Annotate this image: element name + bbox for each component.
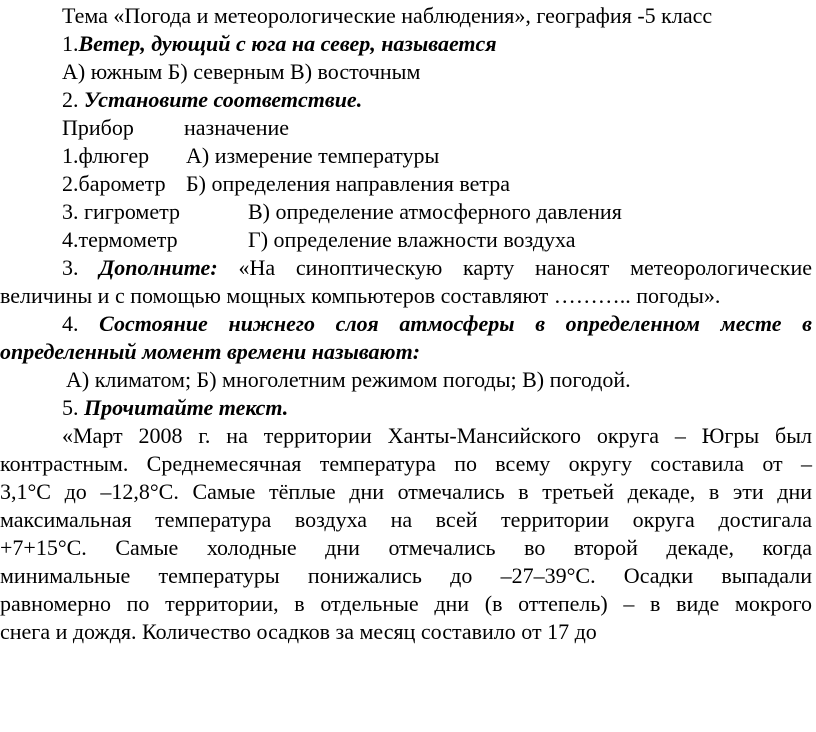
question-1-text: Ветер, дующий с юга на север, называется <box>78 31 497 56</box>
question-1-number: 1. <box>62 31 79 56</box>
match-row-left: 4.термометр <box>62 227 178 252</box>
question-3-body-line: «На синоптическую карту наносят метеорологические <box>238 255 813 280</box>
question-4 <box>62 310 812 339</box>
question-5 <box>62 394 288 423</box>
match-header <box>62 114 662 143</box>
match-row-right: А) измерение температуры <box>186 143 440 168</box>
question-3 <box>62 254 812 283</box>
question-4-number: 4. <box>62 311 79 336</box>
reading-text-line: контрастным. Среднемесячная температура по всему округу составила от – <box>0 451 812 476</box>
match-header-right: назначение <box>184 115 290 140</box>
match-row-right: Б) определения направления ветра <box>186 171 511 196</box>
reading-text-line: 3,1°С до –12,8°С. Самые тёплые дни отмечались в третьей декаде, в эти дни <box>0 479 812 504</box>
match-row <box>62 170 762 199</box>
match-row <box>62 198 762 227</box>
match-row-left: 3. гигрометр <box>62 199 180 224</box>
question-4-answers: А) климатом; Б) многолетним режимом погоды; В) погодой. <box>66 367 631 392</box>
reading-text-line: «Март 2008 г. на территории Ханты-Мансийского округа – Югры был <box>62 423 812 448</box>
reading-text-line: минимальные температуры понижались до –27–39°С. Осадки выпадали <box>0 563 812 588</box>
question-3-text: Дополните: <box>99 255 218 280</box>
question-3-number: 3. <box>62 255 79 280</box>
question-4-text-line2: определенный момент времени называют: <box>0 339 421 364</box>
question-2-text: Установите соответствие. <box>84 87 363 112</box>
question-5-number: 5. <box>62 395 79 420</box>
question-5-text: Прочитайте текст. <box>84 395 289 420</box>
match-row <box>62 142 762 171</box>
reading-text-line: +7+15°С. Самые холодные дни отмечались во второй декаде, когда <box>0 535 812 560</box>
document-title: Тема «Погода и метеорологические наблюдения», география -5 класс <box>62 3 713 28</box>
reading-text-line: равномерно по территории, в отдельные дни (в оттепель) – в виде мокрого <box>0 591 812 616</box>
question-2 <box>62 86 362 115</box>
reading-text-line: максимальная температура воздуха на всей территории округа достигала <box>0 507 812 532</box>
match-row-right: Г) определение влажности воздуха <box>248 227 576 252</box>
question-3-body-line: величины и с помощью мощных компьютеров составляют ……….. погоды». <box>0 283 721 308</box>
match-row <box>62 226 762 255</box>
question-2-number: 2. <box>62 87 79 112</box>
match-row-left: 2.барометр <box>62 171 166 196</box>
reading-text-line: снега и дождя. Количество осадков за месяц составило от 17 до <box>0 619 597 644</box>
match-row-right: В) определение атмосферного давления <box>248 199 622 224</box>
match-header-left: Прибор <box>62 115 134 140</box>
question-4-text: Состояние нижнего слоя атмосферы в определенном месте в <box>99 311 813 336</box>
question-1 <box>62 30 497 59</box>
match-row-left: 1.флюгер <box>62 143 150 168</box>
question-1-answers: А) южным Б) северным В) восточным <box>62 59 421 84</box>
